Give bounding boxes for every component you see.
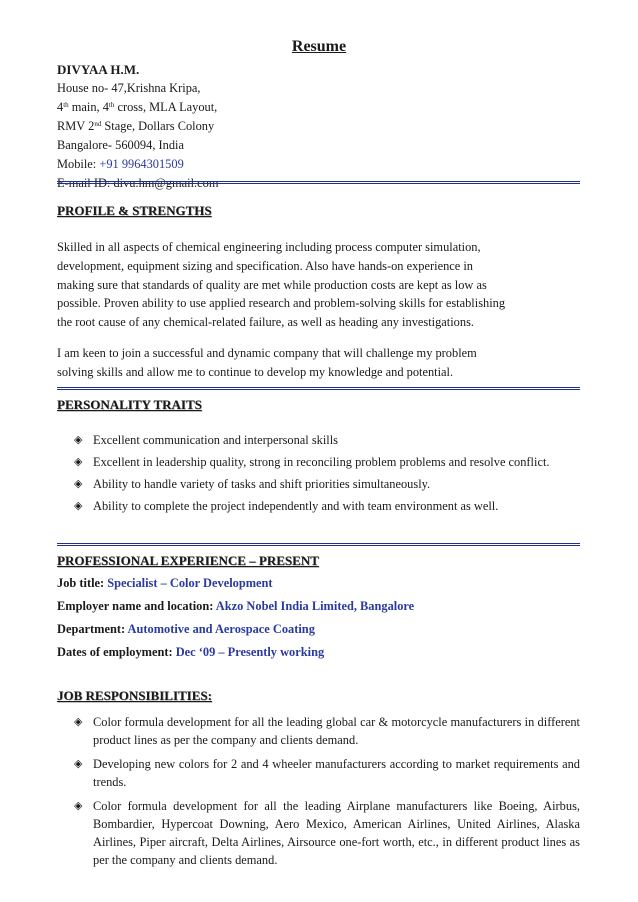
profile-paragraph-1: Skilled in all aspects of chemical engineering including process computer simulation, development, equipment sizing and specification. Also have hands-on experience in making sure that standards of quality are met while production costs are kept as low as possible. Proven ability to use applied research and problem-solving skills for establishing the root cause of any chemical-related failure, as well as heading any investigations. [57,240,506,330]
diamond-bullet-icon: ◈ [74,716,83,728]
list-item: ◈ Color formula development for all the leading global car & motorcycle manufacturers in different product lines as per the company and clients demand. [74,715,580,747]
diamond-bullet-icon: ◈ [74,800,83,812]
list-item: ◈ Ability to complete the project independently and with team environment as well. [74,499,499,513]
mobile-line: Mobile: +91 9964301509 [57,157,184,171]
responsibilities-list [74,713,580,875]
employer-line: Employer name and location: Akzo Nobel India Limited, Bangalore [57,599,415,613]
profile-heading: PROFILE & STRENGTHS [57,203,212,218]
candidate-name: DIVYAA H.M. [57,62,140,77]
responsibilities-heading: JOB RESPONSIBILITIES: [57,688,212,703]
divider [57,543,580,546]
personality-list [74,431,580,519]
list-item: ◈ Developing new colors for 2 and 4 wheeler manufacturers according to market requirements and trends. [74,757,580,789]
address-line-3: RMV 2nd Stage, Dollars Colony [57,119,215,133]
address-line-1: House no- 47,Krishna Kripa, [57,81,201,95]
list-item: ◈ Excellent communication and interpersonal skills [74,433,338,447]
list-item: ◈ Ability to handle variety of tasks and shift priorities simultaneously. [74,477,431,491]
email-line: E-mail ID: divu.hm@gmail.com [57,176,219,190]
page-title: Resume [291,38,347,55]
list-item: ◈ Excellent in leadership quality, strong in reconciling problem problems and resolve conflict. [74,455,550,469]
dates-line: Dates of employment: Dec ‘09 – Presently working [57,645,325,659]
diamond-bullet-icon: ◈ [74,478,83,490]
diamond-bullet-icon: ◈ [74,500,83,512]
list-item: ◈ Color formula development for all the leading Airplane manufacturers like Boeing, Airbus, Bombardier, Hypercoat Downing, Aero Mexico, American Airlines, United Airlines, Alaska Airlines, Piper aircraft, Delta Airlines, Airsource one-fort worth, etc., in different product lines as per the company and clients demand. [74,799,580,867]
job-title-line: Job title: Specialist – Color Development [57,576,273,590]
experience-heading: PROFESSIONAL EXPERIENCE – PRESENT [57,553,319,568]
diamond-bullet-icon: ◈ [74,434,83,446]
address-line-2: 4th main, 4th cross, MLA Layout, [57,100,218,114]
divider [57,181,580,184]
department-line: Department: Automotive and Aerospace Coating [57,622,315,636]
profile-paragraph-2: I am keen to join a successful and dynamic company that will challenge my problem solving skills and allow me to continue to develop my knowledge and potential. [57,346,477,379]
diamond-bullet-icon: ◈ [74,758,83,770]
diamond-bullet-icon: ◈ [74,456,83,468]
email-address[interactable]: divu.hm@gmail.com [113,176,219,190]
mobile-number[interactable]: +91 9964301509 [99,157,184,171]
divider [57,387,580,390]
address-line-4: Bangalore- 560094, India [57,138,184,152]
contact-block [57,60,218,193]
personality-heading: PERSONALITY TRAITS [57,397,202,412]
